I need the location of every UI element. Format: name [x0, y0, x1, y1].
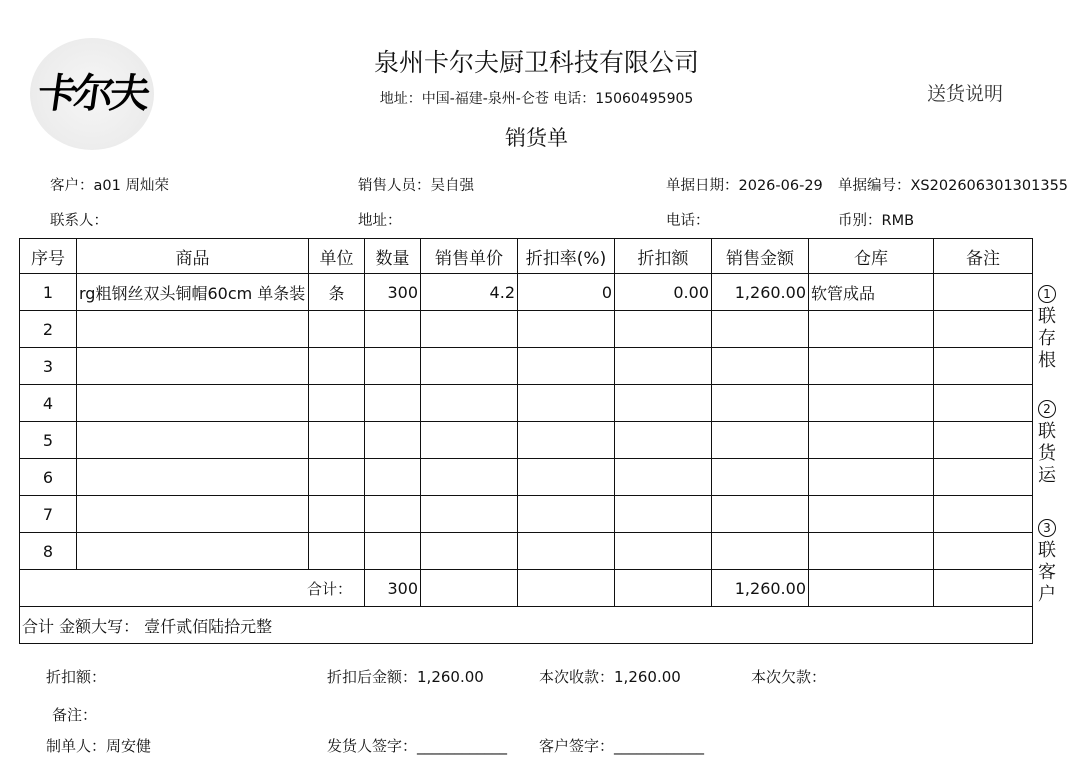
row-item — [77, 459, 309, 496]
sales-label: 销售人员： — [358, 178, 431, 194]
row-item: rg粗钢丝双头铜帽60cm 单条装 — [77, 274, 309, 311]
received-value: 1,260.00 — [614, 668, 681, 686]
total-amount: 1,260.00 — [712, 570, 809, 607]
header-no: 序号 — [20, 239, 77, 274]
row-rate: 0 — [518, 274, 615, 311]
total-empty-1 — [421, 570, 518, 607]
customer-sign-label: 客户签字： — [539, 737, 615, 755]
remark-footer — [52, 704, 97, 725]
header-warehouse: 仓库 — [809, 239, 934, 274]
row-amount — [712, 348, 809, 385]
row-discount — [615, 496, 712, 533]
address-label: 地址： — [358, 213, 402, 229]
row-unit: 条 — [309, 274, 365, 311]
row-rate — [518, 348, 615, 385]
sales-table — [19, 238, 1033, 644]
row-note — [934, 459, 1033, 496]
row-unit — [309, 459, 365, 496]
row-unit — [309, 311, 365, 348]
table-row — [20, 385, 1033, 422]
row-no: 1 — [20, 274, 77, 311]
row-warehouse — [809, 533, 934, 570]
row-warehouse: 软管成品 — [809, 274, 934, 311]
row-amount — [712, 459, 809, 496]
customer-label: 客户： — [50, 178, 94, 194]
row-no: 3 — [20, 348, 77, 385]
customer-sign-line: ____________ — [614, 737, 705, 755]
customer-value: a01 周灿荣 — [93, 178, 169, 194]
copy-number-3: 3 — [1038, 519, 1056, 537]
row-rate — [518, 311, 615, 348]
received-footer — [539, 666, 681, 687]
row-item — [77, 348, 309, 385]
row-qty: 300 — [365, 274, 421, 311]
row-note — [934, 348, 1033, 385]
docno-label: 单据编号： — [838, 178, 911, 194]
customer-sign-footer — [539, 735, 704, 756]
row-rate — [518, 385, 615, 422]
shipper-label: 发货人签字： — [327, 737, 418, 755]
document-title: 销货单 — [505, 126, 568, 150]
docno-info — [838, 174, 1068, 195]
row-price: 4.2 — [421, 274, 518, 311]
address-info — [358, 209, 402, 230]
header-discount: 折扣额 — [615, 239, 712, 274]
row-rate — [518, 459, 615, 496]
total-empty-4 — [809, 570, 934, 607]
row-item — [77, 385, 309, 422]
row-qty — [365, 533, 421, 570]
table-row — [20, 533, 1033, 570]
row-note — [934, 496, 1033, 533]
row-discount — [615, 385, 712, 422]
phone-label: 电话： — [666, 213, 710, 229]
row-amount — [712, 496, 809, 533]
row-no: 7 — [20, 496, 77, 533]
row-amount — [712, 422, 809, 459]
company-name: 泉州卡尔夫厨卫科技有限公司 — [373, 48, 699, 77]
currency-info — [838, 209, 914, 230]
owed-footer — [751, 666, 826, 687]
table-row — [20, 348, 1033, 385]
row-price — [421, 422, 518, 459]
sales-value: 吴自强 — [430, 178, 474, 194]
table-row — [20, 274, 1033, 311]
row-no: 6 — [20, 459, 77, 496]
discount-footer — [46, 666, 106, 687]
row-amount — [712, 311, 809, 348]
table-row — [20, 422, 1033, 459]
row-unit — [309, 348, 365, 385]
sales-info — [358, 174, 474, 195]
copy-text-3: 联客户 — [1038, 540, 1056, 605]
received-label: 本次收款： — [539, 668, 615, 686]
row-price — [421, 385, 518, 422]
row-discount — [615, 533, 712, 570]
row-rate — [518, 496, 615, 533]
row-note — [934, 274, 1033, 311]
row-qty — [365, 311, 421, 348]
row-price — [421, 496, 518, 533]
row-no: 2 — [20, 311, 77, 348]
table-row — [20, 496, 1033, 533]
row-unit — [309, 496, 365, 533]
row-warehouse — [809, 348, 934, 385]
row-qty — [365, 348, 421, 385]
row-qty — [365, 459, 421, 496]
customer-info — [50, 174, 169, 195]
after-discount-footer — [327, 666, 484, 687]
owed-label: 本次欠款： — [751, 668, 827, 686]
row-item — [77, 533, 309, 570]
row-discount: 0.00 — [615, 274, 712, 311]
row-qty — [365, 496, 421, 533]
row-rate — [518, 533, 615, 570]
header-note: 备注 — [934, 239, 1033, 274]
shipper-footer — [327, 735, 507, 756]
row-amount: 1,260.00 — [712, 274, 809, 311]
table-header-row — [20, 239, 1033, 274]
delivery-note-link[interactable]: 送货说明 — [927, 83, 1004, 105]
row-qty — [365, 422, 421, 459]
row-no: 4 — [20, 385, 77, 422]
date-info — [666, 174, 823, 195]
docno-value: XS202606301301355 — [910, 178, 1069, 194]
total-empty-3 — [615, 570, 712, 607]
row-warehouse — [809, 385, 934, 422]
row-price — [421, 348, 518, 385]
total-label: 合计： — [20, 570, 365, 607]
row-discount — [615, 311, 712, 348]
contact-info — [50, 209, 108, 230]
after-discount-value: 1,260.00 — [417, 668, 484, 686]
date-value: 2026-06-29 — [738, 178, 823, 194]
row-rate — [518, 422, 615, 459]
header-item: 商品 — [77, 239, 309, 274]
copy-label-stub — [1036, 282, 1058, 372]
copy-number-2: 2 — [1038, 400, 1056, 418]
row-no: 8 — [20, 533, 77, 570]
total-empty-5 — [934, 570, 1033, 607]
maker-label: 制单人： — [46, 737, 107, 755]
row-price — [421, 533, 518, 570]
row-item — [77, 422, 309, 459]
amount-words: 合计 金额大写： 壹仟贰佰陆拾元整 — [20, 607, 1033, 644]
row-item — [77, 496, 309, 533]
copy-text-1: 联存根 — [1038, 306, 1056, 371]
row-warehouse — [809, 459, 934, 496]
after-discount-label: 折扣后金额： — [327, 668, 418, 686]
maker-value: 周安健 — [106, 737, 152, 755]
header-rate: 折扣率(%) — [518, 239, 615, 274]
row-discount — [615, 422, 712, 459]
row-warehouse — [809, 311, 934, 348]
total-qty: 300 — [365, 570, 421, 607]
header-qty: 数量 — [365, 239, 421, 274]
copy-text-2: 联货运 — [1038, 421, 1056, 486]
row-unit — [309, 533, 365, 570]
row-unit — [309, 422, 365, 459]
header-price: 销售单价 — [421, 239, 518, 274]
row-discount — [615, 459, 712, 496]
phone-info — [666, 209, 710, 230]
copy-label-shipping — [1036, 397, 1058, 487]
currency-label: 币别： — [838, 213, 882, 229]
row-qty — [365, 385, 421, 422]
currency-value: RMB — [881, 213, 915, 229]
row-amount — [712, 385, 809, 422]
row-unit — [309, 385, 365, 422]
row-discount — [615, 348, 712, 385]
table-row — [20, 311, 1033, 348]
discount-footer-label: 折扣额： — [46, 668, 107, 686]
company-address: 地址：中国-福建-泉州-仑苍 电话：15060495905 — [379, 91, 694, 107]
shipper-sign-line: ____________ — [417, 737, 508, 755]
row-price — [421, 311, 518, 348]
row-note — [934, 533, 1033, 570]
copy-number-1: 1 — [1038, 285, 1056, 303]
row-note — [934, 422, 1033, 459]
date-label: 单据日期： — [666, 178, 739, 194]
row-no: 5 — [20, 422, 77, 459]
amount-words-row — [20, 607, 1033, 644]
row-warehouse — [809, 496, 934, 533]
header-unit: 单位 — [309, 239, 365, 274]
remark-label: 备注： — [52, 706, 98, 724]
row-item — [77, 311, 309, 348]
total-row — [20, 570, 1033, 607]
logo-text: 卡尔夫 — [34, 70, 150, 117]
row-note — [934, 311, 1033, 348]
row-note — [934, 385, 1033, 422]
header-amount: 销售金额 — [712, 239, 809, 274]
row-price — [421, 459, 518, 496]
contact-label: 联系人： — [50, 213, 108, 229]
table-row — [20, 459, 1033, 496]
maker-footer — [46, 735, 151, 756]
copy-label-customer — [1036, 516, 1058, 606]
row-warehouse — [809, 422, 934, 459]
total-empty-2 — [518, 570, 615, 607]
row-amount — [712, 533, 809, 570]
